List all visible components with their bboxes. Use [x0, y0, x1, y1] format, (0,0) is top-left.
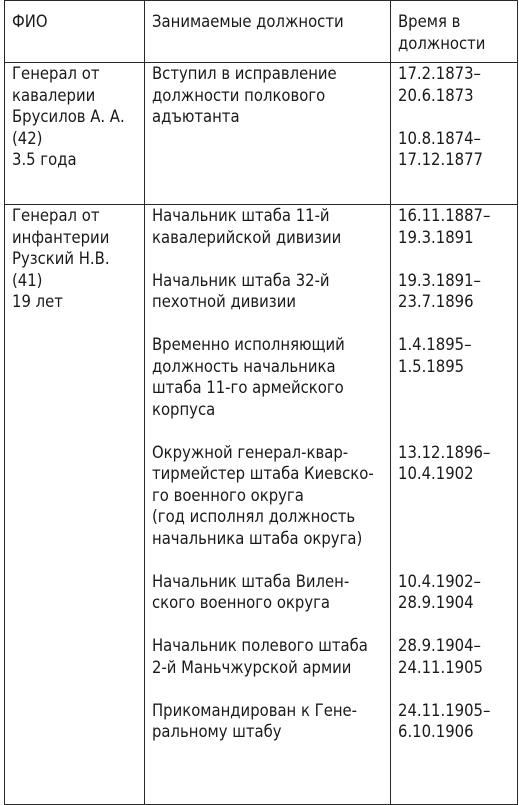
date-line: 23.7.1896: [398, 292, 474, 311]
table-row: [5, 63, 518, 205]
position-line: Окружной генерал-квар-: [152, 442, 349, 462]
position-line: го военного округа: [152, 485, 304, 505]
position-entry: [152, 270, 384, 313]
date-line: 24.11.1905–: [398, 700, 491, 720]
header-name-text: ФИО: [12, 12, 48, 31]
date-line: 17.12.1877: [398, 150, 483, 169]
position-line: Временно исполняющий: [152, 335, 345, 354]
position-line: Начальник штаба 32-й: [152, 270, 330, 290]
cell-dates: [391, 63, 518, 205]
position-line: Прикомандирован к Гене-: [152, 700, 358, 720]
date-entry: [398, 442, 511, 485]
date-line: 10.8.1874–: [398, 128, 481, 148]
position-entry: [152, 442, 384, 550]
date-entry: [398, 128, 511, 171]
date-line: 19.3.1891: [398, 227, 474, 247]
date-line: 17.2.1873–: [398, 64, 481, 83]
position-line: тирмейстер штаба Киевско-: [152, 464, 374, 483]
date-entry: [398, 700, 511, 743]
header-positions: [145, 1, 391, 63]
position-entry: [152, 635, 384, 678]
date-entry: [398, 205, 511, 248]
position-line: Начальник штаба 11-й: [152, 206, 330, 225]
position-line: штаба 11-го армейского: [152, 378, 344, 397]
date-line: 19.3.1891–: [398, 270, 481, 290]
position-entry: [152, 700, 384, 743]
cell-name: [5, 63, 145, 205]
name-line: (42): [12, 128, 43, 148]
position-entry: [152, 571, 384, 614]
header-name: [5, 1, 145, 63]
cell-dates: [391, 205, 518, 805]
name-line: Брусилов А. А.: [12, 107, 125, 126]
position-line: адъютанта: [152, 107, 240, 126]
name-line: Генерал от: [12, 206, 100, 225]
position-line: Начальник полевого штаба: [152, 636, 368, 655]
date-line: 1.5.1895: [398, 356, 465, 376]
date-line: 1.4.1895–: [398, 335, 472, 354]
name-line: 3.5 года: [12, 150, 77, 169]
name-line: Генерал от: [12, 64, 100, 83]
date-line: 10.4.1902: [398, 464, 474, 483]
date-entry: [398, 63, 511, 106]
name-line: 19 лет: [12, 292, 63, 311]
date-line: 16.11.1887–: [398, 206, 491, 225]
date-line: 6.10.1906: [398, 722, 474, 741]
name-line: Рузский Н.В.: [12, 249, 110, 268]
position-line: Вступил в исправление: [152, 64, 337, 83]
header-row: [5, 1, 518, 63]
career-table: [4, 0, 518, 805]
cell-name: [5, 205, 145, 805]
cell-positions: [145, 63, 391, 205]
header-positions-text: Занимаемые должности: [152, 12, 344, 31]
cell-positions: [145, 205, 391, 805]
date-line: 13.12.1896–: [398, 442, 491, 462]
position-line: начальника штаба округа): [152, 528, 363, 548]
position-entry: [152, 334, 384, 420]
date-line: 28.9.1904: [398, 593, 474, 612]
date-entry: [398, 334, 511, 377]
header-time: [391, 1, 518, 63]
position-line: пехотной дивизии: [152, 292, 296, 311]
position-line: (год исполнял должность: [152, 507, 356, 526]
position-line: корпуса: [152, 399, 216, 419]
position-line: Начальник штаба Вилен-: [152, 571, 350, 591]
position-line: ского военного округа: [152, 593, 331, 612]
position-line: кавалерийской дивизии: [152, 227, 342, 247]
name-line: кавалерии: [12, 85, 96, 105]
date-line: 28.9.1904–: [398, 636, 481, 655]
date-line: 20.6.1873: [398, 85, 474, 105]
position-line: ральному штабу: [152, 722, 282, 741]
name-line: (41): [12, 270, 43, 290]
table-row: [5, 205, 518, 805]
date-line: 10.4.1902–: [398, 571, 481, 591]
position-entry: [152, 63, 384, 128]
position-line: должности полкового: [152, 85, 326, 105]
header-time-line: должности: [398, 33, 486, 53]
date-entry: [398, 270, 511, 313]
date-entry: [398, 635, 511, 678]
date-entry: [398, 571, 511, 614]
position-line: должность начальника: [152, 356, 336, 376]
date-line: 24.11.1905: [398, 657, 483, 677]
position-entry: [152, 205, 384, 248]
position-line: 2-й Маньчжурской армии: [152, 657, 352, 677]
name-line: инфантерии: [12, 227, 110, 247]
header-time-line: Время в: [398, 12, 461, 31]
